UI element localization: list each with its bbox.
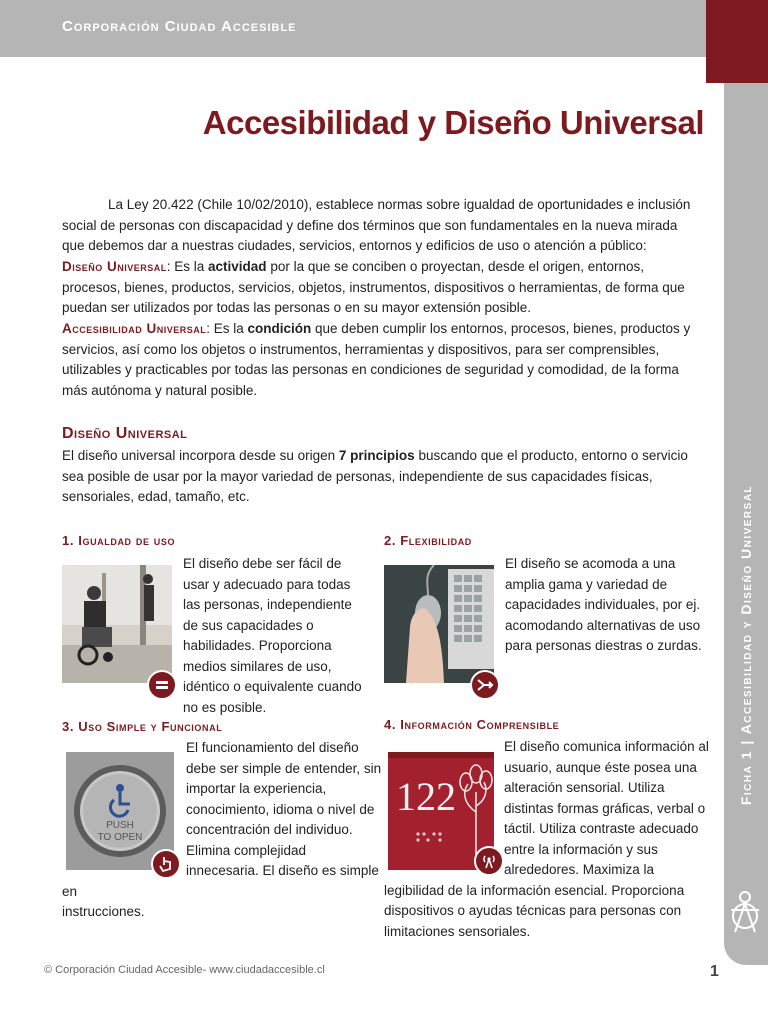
- principle-1-heading: 1. Igualdad de uso: [62, 533, 176, 548]
- definition-term: Accesibilidad Universal: [62, 321, 207, 336]
- definition-lead: : Es la: [206, 321, 248, 336]
- accessibility-figure-icon: [727, 888, 763, 938]
- footer-copyright: © Corporación Ciudad Accesible- www.ciudadaccesible.cl: [44, 964, 325, 976]
- room-number-text: 122: [396, 774, 456, 819]
- wheelchair-user-illustration: [62, 565, 172, 683]
- text-wrap-spacer: [384, 737, 504, 880]
- section-heading: Diseño Universal: [62, 425, 188, 442]
- principle-4-heading: 4. Información Comprensible: [384, 717, 560, 732]
- definition-keyword: condición: [247, 321, 312, 336]
- principle-3-text: [62, 738, 382, 923]
- definition-text: que deben cumplir los entornos, procesos, bienes, productos y servicios, así como los objetos o instrumentos, herramientas y dispositivos, para ser comprensibles, utilizables y practicables por todas las personas en condiciones de seguridad y comodidad, de la forma más autónoma y natural posible.: [62, 321, 691, 398]
- principle-1-text: El diseño debe ser fácil de usar y adecuado para todas las personas, independiente de sus capacidades o habilidades. Proporciona medios similares de uso, idéntico o equivalente cuando no es posible.: [183, 556, 362, 715]
- page-number: 1: [710, 963, 719, 980]
- definition-universal-design: [62, 257, 702, 319]
- definition-term: Diseño Universal: [62, 259, 167, 274]
- principle-3-text-wrap: El funcionamiento del diseño debe ser simple de entender, sin importar la experiencia, conocimiento, idioma o nivel de concentración del individuo. Elimina complejidad innecesaria. El diseño es simple en: [62, 740, 382, 899]
- org-name: Corporación Ciudad Accesible: [62, 18, 297, 35]
- definition-lead: : Es la: [166, 259, 209, 274]
- principle-4-text-tail: información esencial. Proporciona dispositivos o ayudas técnicas para personas con limitaciones sensoriales.: [384, 882, 685, 939]
- section-keyword: 7 principios: [338, 448, 415, 463]
- principle-2-photo: [384, 565, 494, 683]
- section-text: El diseño universal incorpora desde su origen: [62, 448, 339, 463]
- definition-text: por la que se conciben o proyectan, desde el origen, entornos, procesos, bienes, productos, servicios, objetos, instrumentos, dispositivos o herramientas, de forma que puedan ser utilizados por todas las personas o en su mayor extensión posible.: [62, 259, 685, 315]
- document-title: Accesibilidad y Diseño Universal: [202, 104, 704, 141]
- text-wrap-spacer: [62, 738, 186, 881]
- definition-universal-access: [62, 319, 702, 401]
- principle-4-text: [384, 737, 712, 942]
- section-paragraph: [62, 446, 702, 508]
- push-button-text-2: TO OPEN: [97, 832, 143, 843]
- principle-1-photo: [62, 565, 172, 683]
- principle-3-text-tail: instrucciones.: [62, 904, 145, 919]
- intro-paragraph: [62, 195, 702, 257]
- corner-accent: [706, 0, 768, 83]
- equals-icon: [147, 670, 177, 700]
- push-button-text-1: PUSH: [106, 820, 134, 831]
- side-tab-label: Ficha 1 | Accesibilidad y Diseño Universal: [738, 484, 754, 806]
- principle-4-text-wrap: El diseño comunica información al usuario, aunque éste posea una alteración sensorial. Utiliza distintas formas gráficas, verbal o táctil. Utiliza contraste adecuado entre la información y sus alrededores. Maximiza la legibilidad de la: [384, 739, 709, 898]
- principle-2-heading: 2. Flexibilidad: [384, 533, 472, 548]
- principle-3-heading: 3. Uso Simple y Funcional: [62, 719, 223, 734]
- definition-keyword: actividad: [208, 259, 267, 274]
- section-text: buscando que el producto, entorno o servicio sea posible de usar por la mayor variedad de personas, independiente de sus capacidades físicas, sensoriales, edad, tamaño, etc.: [62, 448, 688, 504]
- header-bar: [0, 0, 706, 57]
- shuffle-arrows-icon: [470, 670, 500, 700]
- mouse-keyboard-illustration: [384, 565, 494, 683]
- intro-text: La Ley 20.422 (Chile 10/02/2010), establece normas sobre igualdad de oportunidades e inclusión social de personas con discapacidad y define dos términos que son fundamentales en la nueva mirada que debemos dar a nuestras ciudades, servicios, entornos y edificios de uso o atención a público:: [62, 197, 691, 253]
- principle-2-text: El diseño se acomoda a una amplia gama y variedad de capacidades individuales, por ej. acomodando alternativas de uso para personas diestras o zurdas.: [505, 556, 702, 653]
